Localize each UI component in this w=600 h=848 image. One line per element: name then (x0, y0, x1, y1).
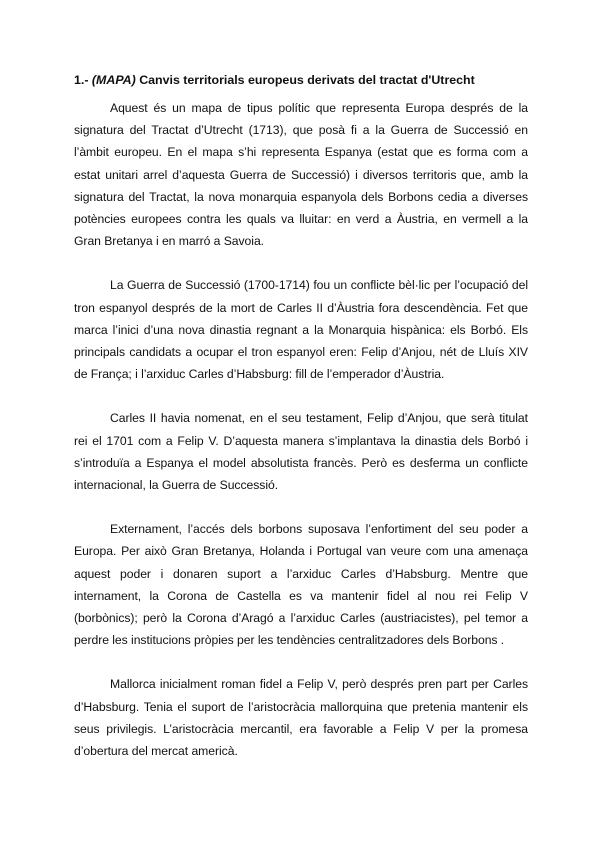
heading-number: 1.- (74, 73, 89, 87)
paragraph-mallorca: Mallorca inicialment roman fidel a Felip V, però després pren part per Carles d’Habsburg. Tenia el suport de l’aristocràcia mallorquina que pretenia mantenir els seus privilegis. L’aristocràcia mercantil, era favorable a Felip V per la promesa d’obertura del mercat americà. (74, 677, 528, 759)
paragraph-external-internal: Externament, l’accés dels borbons suposava l’enfortiment del seu poder a Europa. Per això Gran Bretanya, Holanda i Portugal van veure com una amenaça aquest poder i donaren suport a l’arxiduc Carles d’Habsburg. Mentre que internament, la Corona de Castella es va mantenir fidel al nou rei Felip V (borbònics); però la Corona d’Aragó a l’arxiduc Carles (austriacistes), pel temor a perdre les institucions pròpies per les tendències centralitzadores dels Borbons . (74, 522, 528, 648)
paragraph-war-of-succession: La Guerra de Successió (1700-1714) fou un conflicte bèl·lic per l’ocupació del tron espanyol després de la mort de Carles II d’Àustria fora descendència. Fet que marca l’inici d’una nova dinastia regnant a la Monarquia hispànica: els Borbó. Els principals candidats a ocupar el tron espanyol eren: Felip d’Anjou, nét de Lluís XIV de França; i l’arxiduc Carles d’Habsburg: fill de l’emperador d’Àustria. (74, 278, 528, 382)
section-heading (74, 72, 528, 88)
heading-tag: (MAPA) (91, 73, 136, 87)
document-page (74, 72, 528, 784)
paragraph-map-description: Aquest és un mapa de tipus polític que representa Europa després de la signatura del Tractat d’Utrecht (1713), que posà fi a la Guerra de Successió en l’àmbit europeu. En el mapa s’hi representa Espanya (estat que es forma com a estat unitari arrel d’aquesta Guerra de Successió) i diversos territoris que, amb la signatura del Tractat, la nova monarquia espanyola dels Borbons cedia a diverses potències europees contra les quals va lluitar: en verd a Àustria, en vermell a la Gran Bretanya i en marró a Savoia. (74, 101, 528, 249)
paragraph-testament: Carles II havia nomenat, en el seu testament, Felip d’Anjou, que serà titulat rei el 1701 com a Felip V. D’aquesta manera s’implantava la dinastia dels Borbó i s’introduïa a Espanya el model absolutista francès. Però es desferma un conflicte internacional, la Guerra de Successió. (74, 411, 528, 493)
heading-title: Canvis territorials europeus derivats del tractat d'Utrecht (139, 73, 475, 87)
